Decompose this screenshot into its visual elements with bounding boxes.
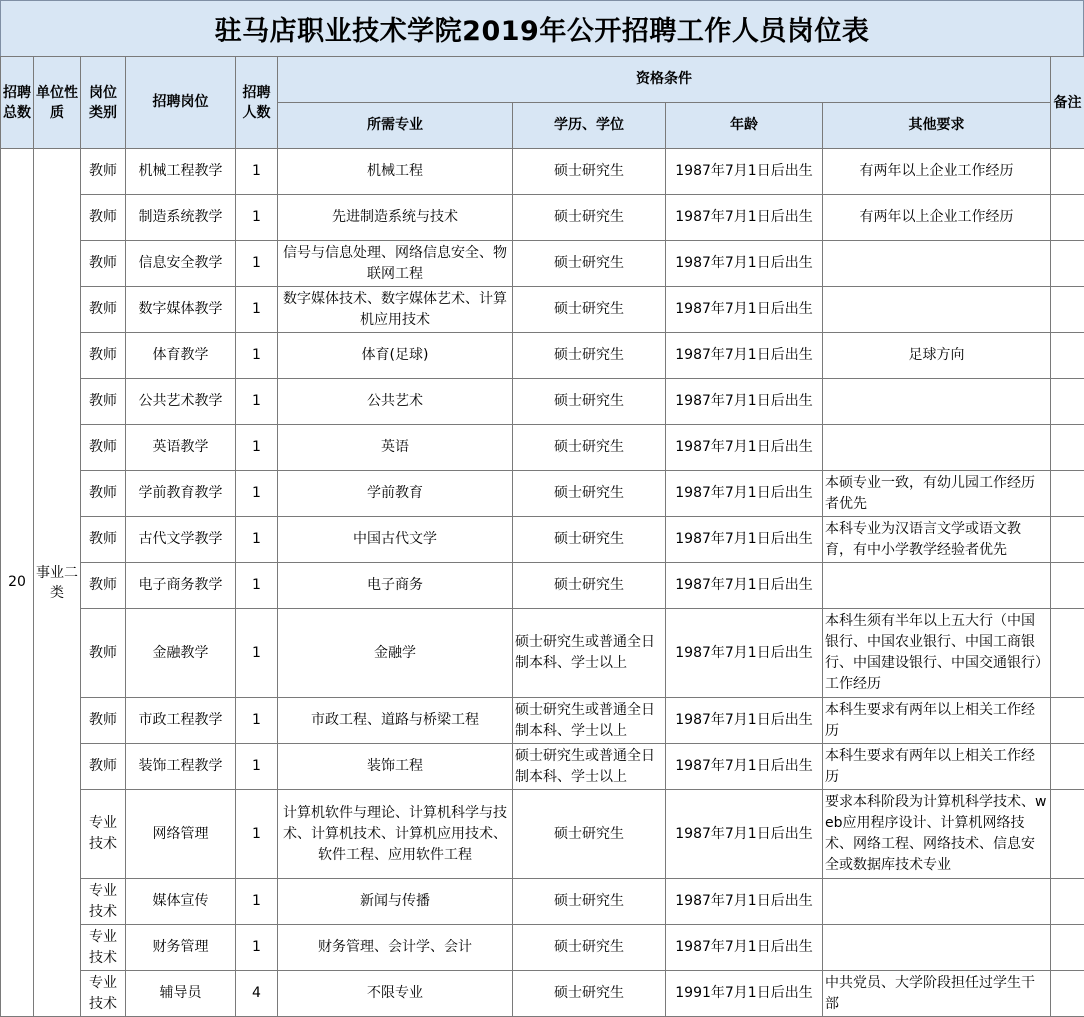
count-cell: 1 <box>236 379 278 425</box>
count-cell: 1 <box>236 241 278 287</box>
degree-cell: 硕士研究生 <box>513 379 666 425</box>
age-cell: 1987年7月1日后出生 <box>666 425 823 471</box>
remark-cell <box>1051 744 1084 790</box>
degree-cell: 硕士研究生 <box>513 971 666 1017</box>
degree-cell: 硕士研究生 <box>513 195 666 241</box>
remark-cell <box>1051 195 1084 241</box>
remark-cell <box>1051 609 1084 698</box>
page-title: 驻马店职业技术学院2019年公开招聘工作人员岗位表 <box>0 0 1084 56</box>
header-post-type: 岗位类别 <box>81 57 126 149</box>
degree-cell: 硕士研究生 <box>513 471 666 517</box>
post-type-cell: 教师 <box>81 609 126 698</box>
post-cell: 数字媒体教学 <box>126 287 236 333</box>
post-type-cell: 教师 <box>81 195 126 241</box>
count-cell: 1 <box>236 149 278 195</box>
post-cell: 学前教育教学 <box>126 471 236 517</box>
header-remark: 备注 <box>1051 57 1084 149</box>
remark-cell <box>1051 425 1084 471</box>
table-row <box>1 879 1084 925</box>
degree-cell: 硕士研究生 <box>513 425 666 471</box>
count-cell: 1 <box>236 425 278 471</box>
major-cell: 新闻与传播 <box>278 879 513 925</box>
remark-cell <box>1051 971 1084 1017</box>
major-cell: 中国古代文学 <box>278 517 513 563</box>
count-cell: 1 <box>236 471 278 517</box>
other-requirement-cell: 中共党员、大学阶段担任过学生干部 <box>823 971 1051 1017</box>
post-type-cell: 教师 <box>81 698 126 744</box>
major-cell: 先进制造系统与技术 <box>278 195 513 241</box>
major-cell: 英语 <box>278 425 513 471</box>
age-cell: 1987年7月1日后出生 <box>666 925 823 971</box>
other-requirement-cell: 足球方向 <box>823 333 1051 379</box>
table-row <box>1 471 1084 517</box>
remark-cell <box>1051 563 1084 609</box>
post-cell: 电子商务教学 <box>126 563 236 609</box>
age-cell: 1987年7月1日后出生 <box>666 517 823 563</box>
post-type-cell: 教师 <box>81 744 126 790</box>
other-requirement-cell <box>823 379 1051 425</box>
header-degree: 学历、学位 <box>513 103 666 149</box>
post-type-cell: 教师 <box>81 333 126 379</box>
post-cell: 信息安全教学 <box>126 241 236 287</box>
major-cell: 信号与信息处理、网络信息安全、物联网工程 <box>278 241 513 287</box>
header-qualification: 资格条件 <box>278 57 1051 103</box>
remark-cell <box>1051 925 1084 971</box>
age-cell: 1991年7月1日后出生 <box>666 971 823 1017</box>
post-cell: 财务管理 <box>126 925 236 971</box>
header-post: 招聘岗位 <box>126 57 236 149</box>
post-cell: 体育教学 <box>126 333 236 379</box>
remark-cell <box>1051 379 1084 425</box>
post-type-cell: 专业技术 <box>81 879 126 925</box>
age-cell: 1987年7月1日后出生 <box>666 744 823 790</box>
other-requirement-cell <box>823 879 1051 925</box>
age-cell: 1987年7月1日后出生 <box>666 379 823 425</box>
post-type-cell: 专业技术 <box>81 971 126 1017</box>
post-type-cell: 教师 <box>81 563 126 609</box>
unit-type-cell: 事业二类 <box>34 149 81 1017</box>
count-cell: 1 <box>236 609 278 698</box>
remark-cell <box>1051 333 1084 379</box>
post-type-cell: 教师 <box>81 517 126 563</box>
degree-cell: 硕士研究生或普通全日制本科、学士以上 <box>513 744 666 790</box>
post-cell: 装饰工程教学 <box>126 744 236 790</box>
other-requirement-cell: 要求本科阶段为计算机科学技术、web应用程序设计、计算机网络技术、网络工程、网络技术、信息安全或数据库技术专业 <box>823 790 1051 879</box>
degree-cell: 硕士研究生 <box>513 925 666 971</box>
other-requirement-cell: 本硕专业一致，有幼儿园工作经历者优先 <box>823 471 1051 517</box>
post-cell: 古代文学教学 <box>126 517 236 563</box>
major-cell: 公共艺术 <box>278 379 513 425</box>
post-cell: 公共艺术教学 <box>126 379 236 425</box>
table-row <box>1 790 1084 879</box>
degree-cell: 硕士研究生 <box>513 517 666 563</box>
degree-cell: 硕士研究生 <box>513 790 666 879</box>
count-cell: 1 <box>236 287 278 333</box>
other-requirement-cell: 本科生要求有两年以上相关工作经历 <box>823 744 1051 790</box>
header-other: 其他要求 <box>823 103 1051 149</box>
count-cell: 1 <box>236 517 278 563</box>
age-cell: 1987年7月1日后出生 <box>666 698 823 744</box>
major-cell: 财务管理、会计学、会计 <box>278 925 513 971</box>
major-cell: 不限专业 <box>278 971 513 1017</box>
post-type-cell: 教师 <box>81 241 126 287</box>
remark-cell <box>1051 471 1084 517</box>
table-row <box>1 149 1084 195</box>
major-cell: 机械工程 <box>278 149 513 195</box>
count-cell: 1 <box>236 744 278 790</box>
table-body <box>1 149 1084 1017</box>
count-cell: 1 <box>236 195 278 241</box>
major-cell: 计算机软件与理论、计算机科学与技术、计算机技术、计算机应用技术、软件工程、应用软件工程 <box>278 790 513 879</box>
age-cell: 1987年7月1日后出生 <box>666 471 823 517</box>
degree-cell: 硕士研究生 <box>513 287 666 333</box>
post-type-cell: 教师 <box>81 379 126 425</box>
table-row <box>1 609 1084 698</box>
other-requirement-cell <box>823 287 1051 333</box>
age-cell: 1987年7月1日后出生 <box>666 333 823 379</box>
remark-cell <box>1051 241 1084 287</box>
header-count: 招聘人数 <box>236 57 278 149</box>
header-age: 年龄 <box>666 103 823 149</box>
post-cell: 制造系统教学 <box>126 195 236 241</box>
other-requirement-cell: 有两年以上企业工作经历 <box>823 195 1051 241</box>
degree-cell: 硕士研究生 <box>513 879 666 925</box>
post-cell: 机械工程教学 <box>126 149 236 195</box>
count-cell: 1 <box>236 563 278 609</box>
post-type-cell: 教师 <box>81 287 126 333</box>
count-cell: 1 <box>236 790 278 879</box>
other-requirement-cell <box>823 563 1051 609</box>
count-cell: 1 <box>236 925 278 971</box>
count-cell: 1 <box>236 879 278 925</box>
degree-cell: 硕士研究生或普通全日制本科、学士以上 <box>513 698 666 744</box>
total-count-cell: 20 <box>1 149 34 1017</box>
major-cell: 体育(足球) <box>278 333 513 379</box>
degree-cell: 硕士研究生 <box>513 149 666 195</box>
table-row <box>1 333 1084 379</box>
table-row <box>1 925 1084 971</box>
major-cell: 学前教育 <box>278 471 513 517</box>
degree-cell: 硕士研究生 <box>513 241 666 287</box>
table-row <box>1 195 1084 241</box>
age-cell: 1987年7月1日后出生 <box>666 563 823 609</box>
table-row <box>1 563 1084 609</box>
table-row <box>1 287 1084 333</box>
other-requirement-cell <box>823 925 1051 971</box>
age-cell: 1987年7月1日后出生 <box>666 879 823 925</box>
table-row <box>1 698 1084 744</box>
header-unit-type: 单位性质 <box>34 57 81 149</box>
other-requirement-cell: 本科生要求有两年以上相关工作经历 <box>823 698 1051 744</box>
degree-cell: 硕士研究生或普通全日制本科、学士以上 <box>513 609 666 698</box>
post-cell: 市政工程教学 <box>126 698 236 744</box>
table-row <box>1 744 1084 790</box>
remark-cell <box>1051 517 1084 563</box>
table-row <box>1 425 1084 471</box>
post-type-cell: 教师 <box>81 149 126 195</box>
header-major: 所需专业 <box>278 103 513 149</box>
post-type-cell: 专业技术 <box>81 790 126 879</box>
post-cell: 媒体宣传 <box>126 879 236 925</box>
age-cell: 1987年7月1日后出生 <box>666 287 823 333</box>
table-row <box>1 379 1084 425</box>
recruitment-table <box>0 56 1084 1017</box>
other-requirement-cell <box>823 425 1051 471</box>
remark-cell <box>1051 149 1084 195</box>
post-cell: 辅导员 <box>126 971 236 1017</box>
header-total: 招聘总数 <box>1 57 34 149</box>
post-type-cell: 教师 <box>81 425 126 471</box>
other-requirement-cell: 有两年以上企业工作经历 <box>823 149 1051 195</box>
table-row <box>1 517 1084 563</box>
count-cell: 1 <box>236 333 278 379</box>
other-requirement-cell <box>823 241 1051 287</box>
table-row <box>1 971 1084 1017</box>
remark-cell <box>1051 790 1084 879</box>
remark-cell <box>1051 287 1084 333</box>
count-cell: 4 <box>236 971 278 1017</box>
post-type-cell: 教师 <box>81 471 126 517</box>
other-requirement-cell: 本科专业为汉语言文学或语文教育，有中小学教学经验者优先 <box>823 517 1051 563</box>
age-cell: 1987年7月1日后出生 <box>666 241 823 287</box>
age-cell: 1987年7月1日后出生 <box>666 790 823 879</box>
table-row <box>1 241 1084 287</box>
major-cell: 市政工程、道路与桥梁工程 <box>278 698 513 744</box>
remark-cell <box>1051 698 1084 744</box>
post-cell: 英语教学 <box>126 425 236 471</box>
post-cell: 金融教学 <box>126 609 236 698</box>
age-cell: 1987年7月1日后出生 <box>666 195 823 241</box>
major-cell: 装饰工程 <box>278 744 513 790</box>
count-cell: 1 <box>236 698 278 744</box>
major-cell: 金融学 <box>278 609 513 698</box>
age-cell: 1987年7月1日后出生 <box>666 149 823 195</box>
degree-cell: 硕士研究生 <box>513 563 666 609</box>
age-cell: 1987年7月1日后出生 <box>666 609 823 698</box>
remark-cell <box>1051 879 1084 925</box>
post-cell: 网络管理 <box>126 790 236 879</box>
degree-cell: 硕士研究生 <box>513 333 666 379</box>
major-cell: 数字媒体技术、数字媒体艺术、计算机应用技术 <box>278 287 513 333</box>
other-requirement-cell: 本科生须有半年以上五大行（中国银行、中国农业银行、中国工商银行、中国建设银行、中国交通银行）工作经历 <box>823 609 1051 698</box>
major-cell: 电子商务 <box>278 563 513 609</box>
post-type-cell: 专业技术 <box>81 925 126 971</box>
